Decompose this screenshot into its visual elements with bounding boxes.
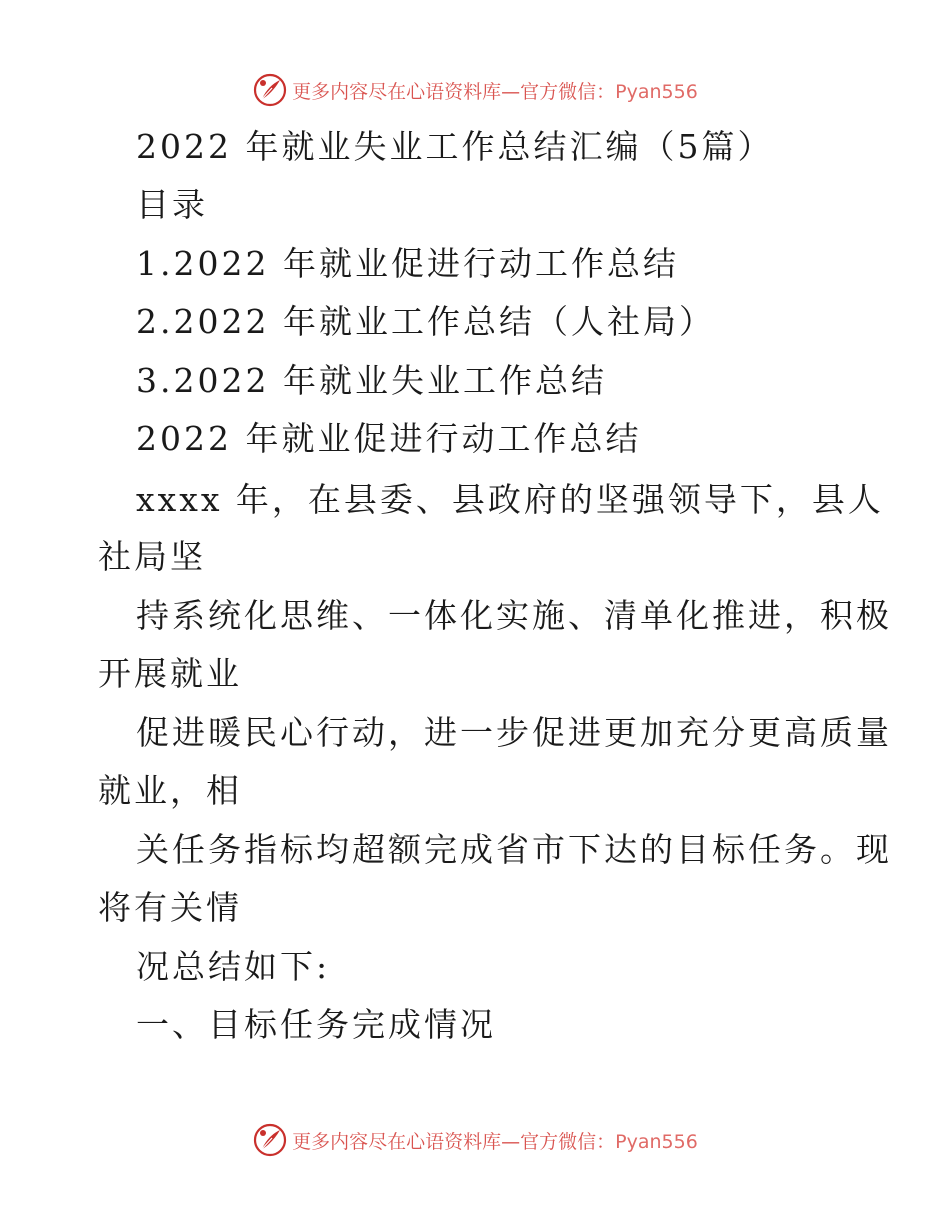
toc-item: 1.2022 年就业促进行动工作总结 — [136, 244, 679, 283]
paragraph-line: 促进暖民心行动，进一步促进更加充分更高质量 — [136, 713, 892, 752]
paragraph-line: 关任务指标均超额完成省市下达的目标任务。现 — [136, 830, 892, 869]
toc-heading: 目录 — [136, 185, 208, 224]
feather-pen-logo-icon — [252, 1122, 288, 1158]
document-title: 2022 年就业失业工作总结汇编（5篇） — [136, 127, 774, 166]
paragraph-line: 就业，相 — [98, 771, 242, 810]
footer-banner — [0, 1120, 950, 1160]
wechat-id: Pyan556 — [615, 1130, 698, 1153]
section-heading: 一、目标任务完成情况 — [136, 1005, 496, 1044]
header-banner — [0, 70, 950, 110]
banner-text: 更多内容尽在心语资料库—官方微信：Pyan556 — [292, 80, 698, 103]
paragraph-line: 社局坚 — [98, 537, 206, 576]
section-title: 2022 年就业促进行动工作总结 — [136, 419, 642, 458]
paragraph-line: 持系统化思维、一体化实施、清单化推进，积极 — [136, 596, 892, 635]
wechat-id: Pyan556 — [615, 80, 698, 103]
toc-item: 3.2022 年就业失业工作总结 — [136, 361, 607, 400]
paragraph-line: 开展就业 — [98, 654, 242, 693]
feather-pen-logo-icon — [252, 72, 288, 108]
paragraph-line: 将有关情 — [98, 888, 242, 927]
banner-text: 更多内容尽在心语资料库—官方微信：Pyan556 — [292, 1130, 698, 1153]
paragraph-line: xxxx 年，在县委、县政府的坚强领导下，县人 — [136, 480, 884, 519]
toc-item: 2.2022 年就业工作总结（人社局） — [136, 302, 715, 341]
paragraph-line: 况总结如下: — [136, 947, 331, 986]
